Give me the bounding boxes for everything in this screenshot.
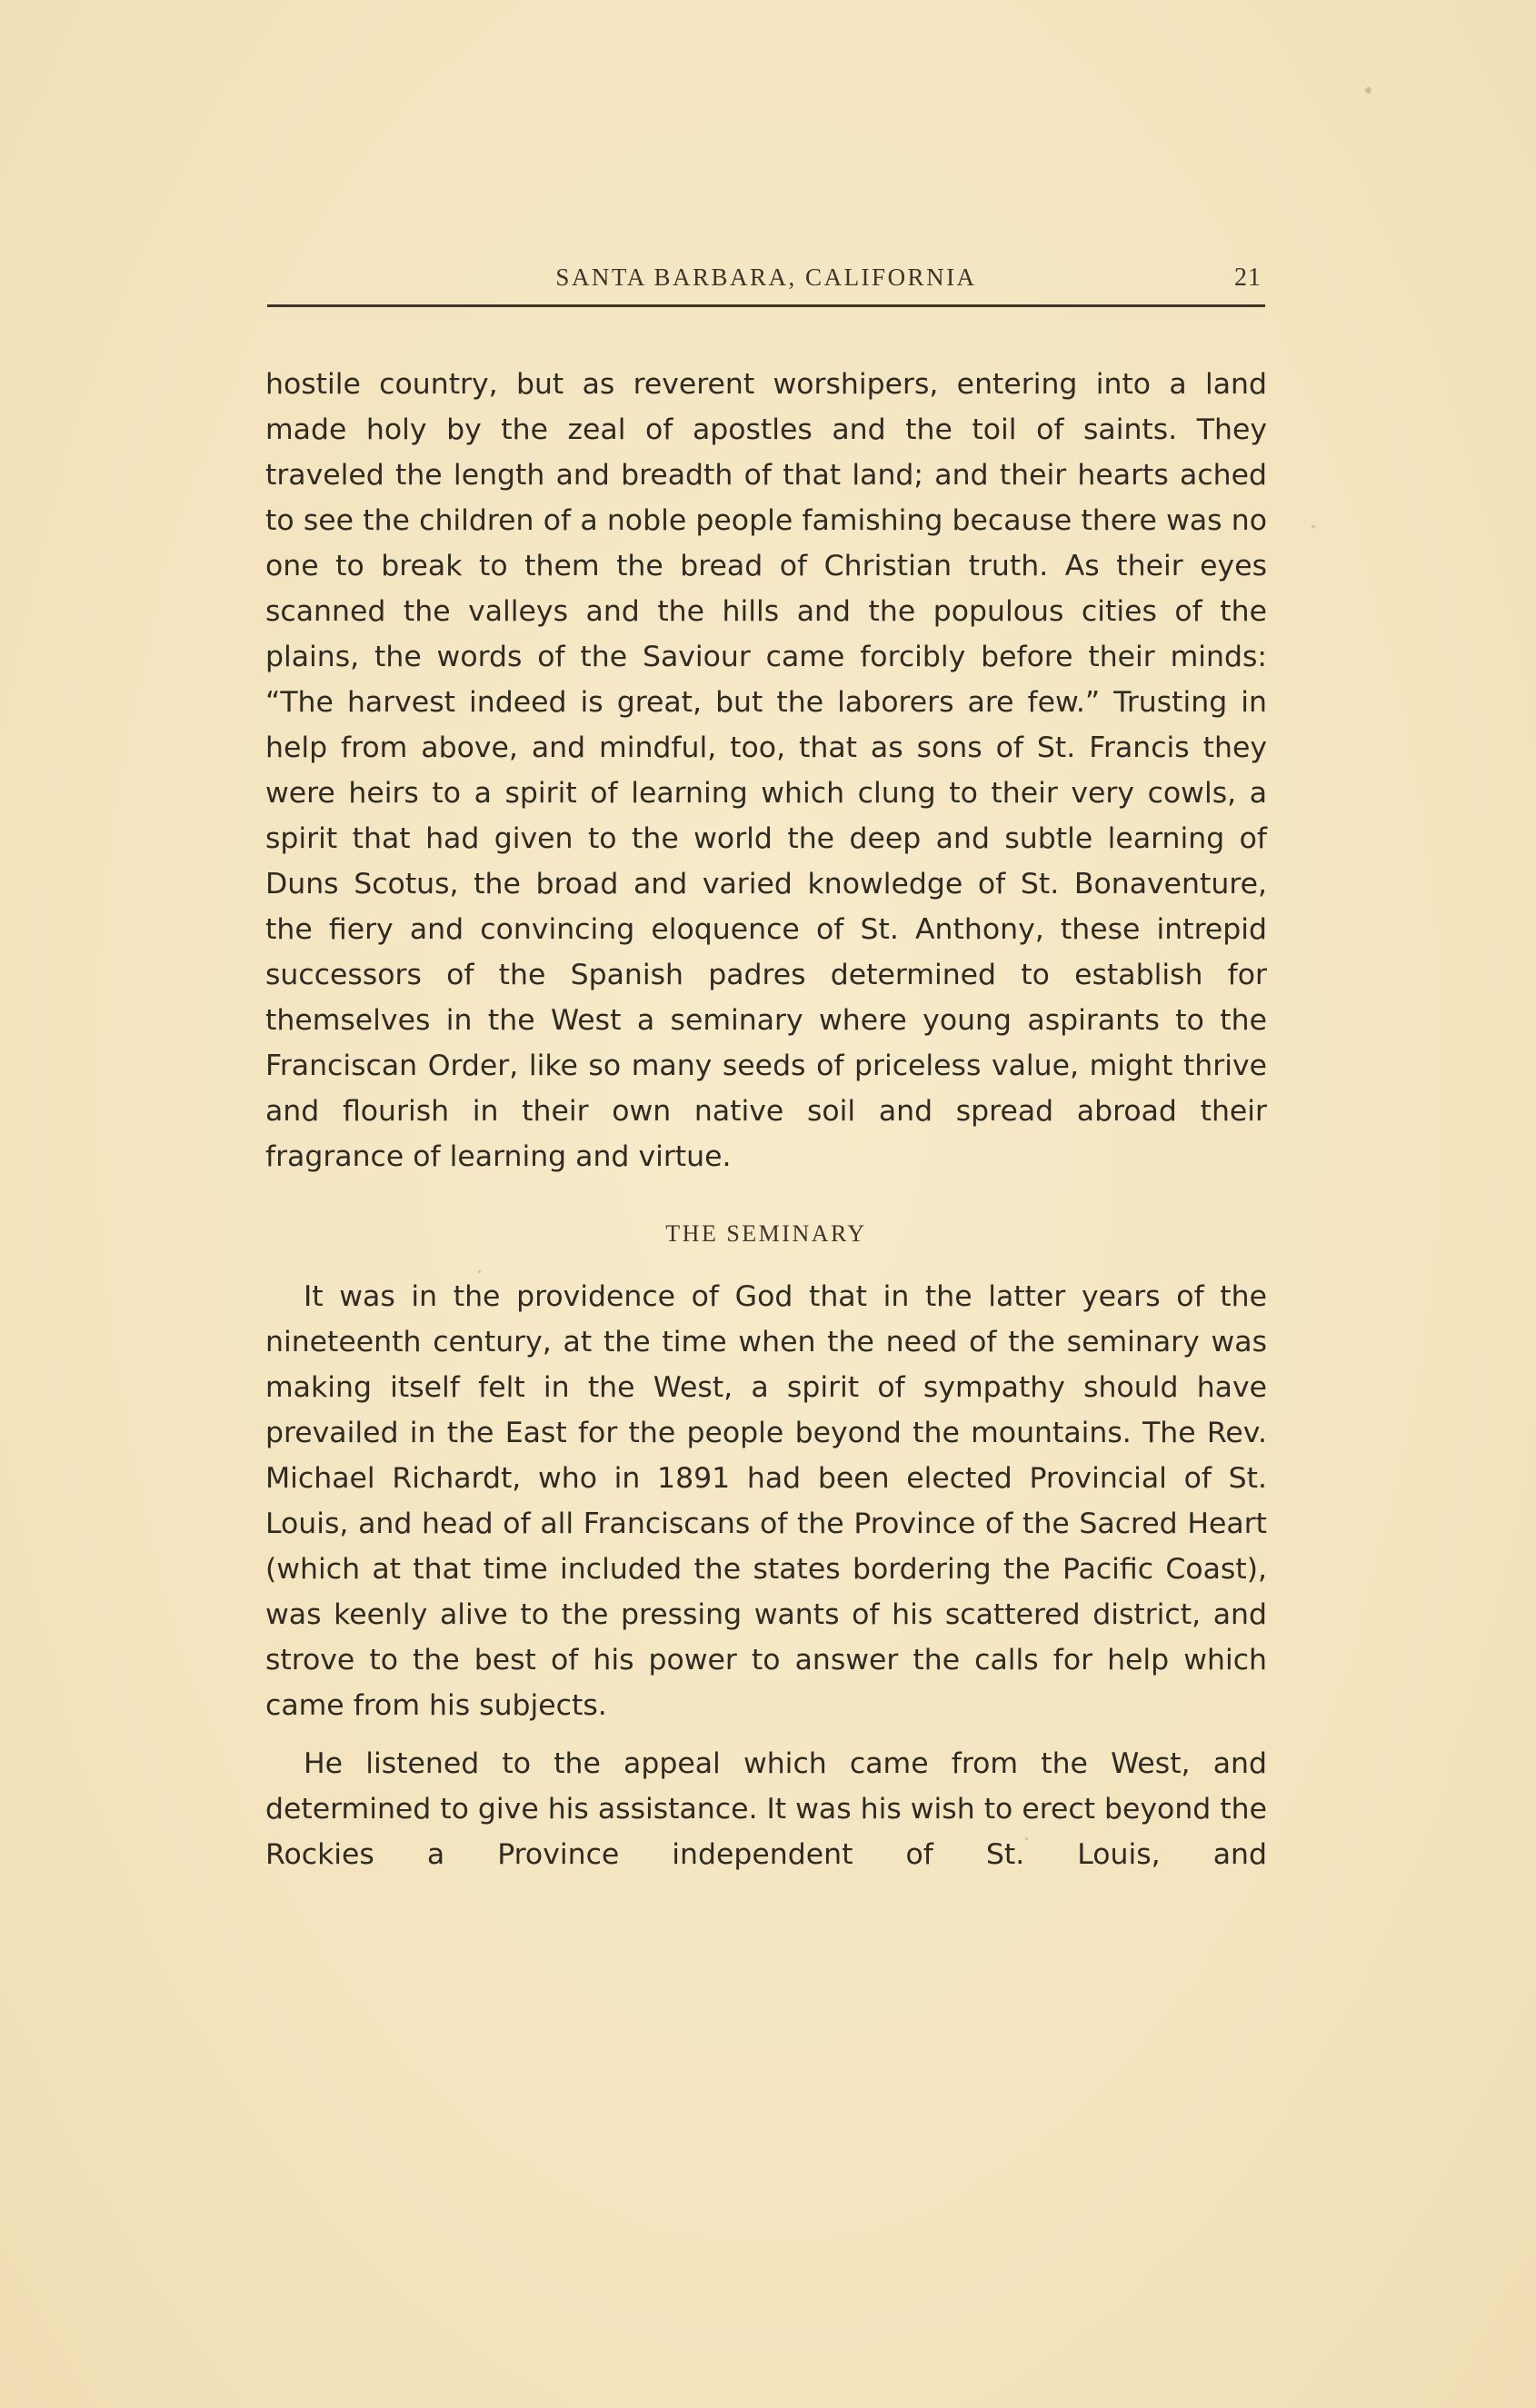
running-title: SANTA BARBARA, CALIFORNIA (555, 264, 977, 291)
paragraph: It was in the providence of God that in the latter years of the nineteenth century, at the time when the need of the seminary was making itself felt in the West, a spirit of sympathy should have prevailed in the East for the people beyond the mountains. The Rev. Michael Richardt, who in 1891 had been elected Provincial of St. Louis, and head of all Franciscans of the Province of the Sacred Heart (which at that time included the states bordering the Pacific Coast), was keenly alive to the pressing wants of his scattered district, and strove to the best of his power to answer the calls for help which came from his subjects. (265, 1280, 1267, 1722)
section-heading: THE SEMINARY (665, 1220, 867, 1247)
paragraph-continued: hostile country, but as reverent worshipers, entering into a land made holy by the zeal of apostles and the toil of saints. They traveled the length and breadth of that land; and their hearts ached to see the children of a noble people famishing because there was no one to break to them the bread of Christian truth. As their eyes scanned the valleys and the hills and the populous cities of the plains, the words of the Saviour came forcibly before their minds: “The harvest indeed is great, but the laborers are few.” Trusting in help from above, and mindful, too, that as sons of St. Francis they were heirs to a spirit of learning which clung to their very cowls, a spirit that had given to the world the deep and subtle learning of Duns Scotus, the broad and varied knowledge of St. Bonaventure, the fiery and convincing eloquence of St. Anthony, these intrepid successors of the Spanish padres determined to establish for themselves in the West a seminary where young aspirants to the Franciscan Order, like so many seeds of priceless value, might thrive and flourish in their own native soil and spread abroad their fragrance of learning and virtue. (265, 368, 1267, 1173)
running-header (267, 262, 1265, 307)
header-rule (267, 304, 1265, 307)
paragraph-spacer (265, 1728, 1267, 1741)
paper-speck (1312, 525, 1315, 528)
paragraph: He listened to the appeal which came from the West, and determined to give his assistance. It was his wish to erect beyond the Rockies a Province independent of St. Louis, and (265, 1747, 1267, 1871)
page-number: 21 (1234, 264, 1262, 292)
body-text (265, 362, 1267, 1877)
paper-speck (1365, 87, 1371, 94)
